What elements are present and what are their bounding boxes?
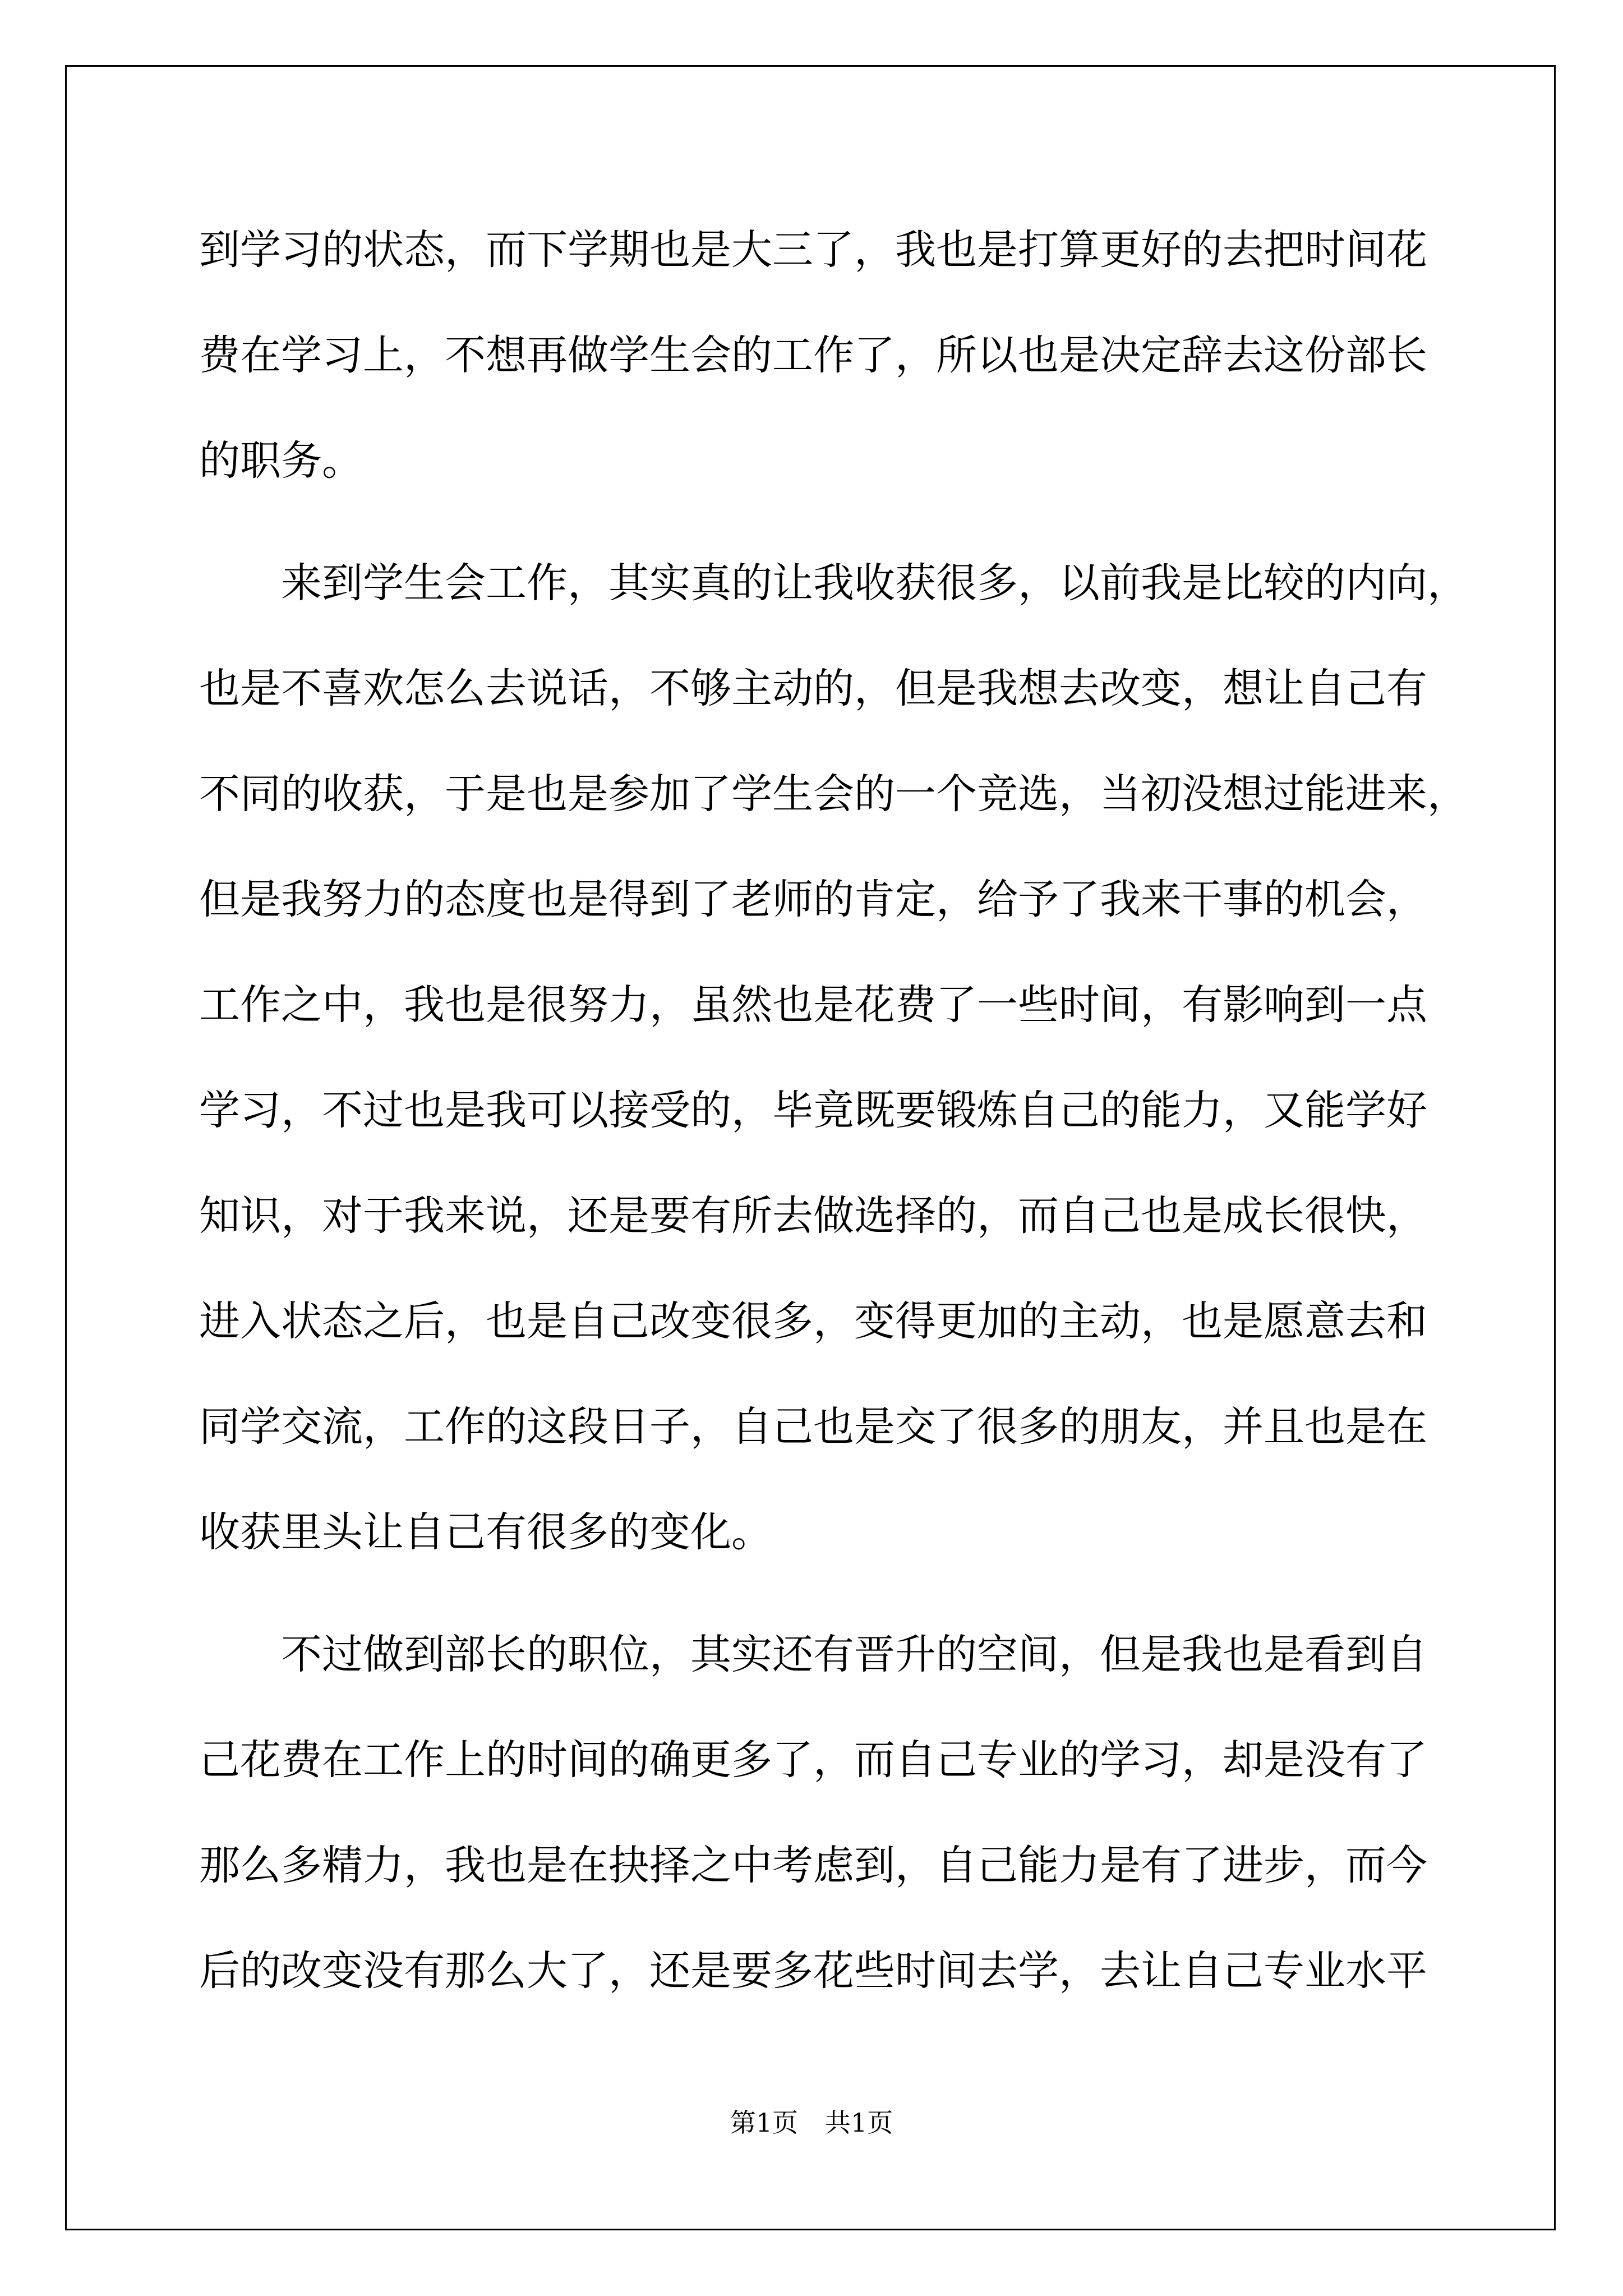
text-line: 的职务。: [199, 437, 363, 485]
page-number: 第1页: [730, 2108, 798, 2138]
paragraph-3: [199, 1602, 1433, 2024]
text-line: 费在学习上，不想再做学生会的工作了，所以也是决定辞去这份部长: [199, 332, 1427, 379]
text-line: 到学习的状态，而下学期也是大三了，我也是打算更好的去把时间花: [199, 226, 1427, 274]
text-line: 知识，对于我来说，还是要有所去做选择的，而自己也是成长很快，: [199, 1192, 1427, 1240]
text-line: 同学交流，工作的这段日子，自己也是交了很多的朋友，并且也是在: [199, 1403, 1427, 1451]
text-line: 来到学生会工作，其实真的让我收获很多，以前我是比较的内向，: [281, 559, 1468, 607]
text-line: 不过做到部长的职位，其实还有晋升的空间，但是我也是看到自: [281, 1631, 1427, 1678]
text-line: 进入状态之后，也是自己改变很多，变得更加的主动，也是愿意去和: [199, 1297, 1427, 1345]
text-line: 收获里头让自己有很多的变化。: [199, 1508, 772, 1556]
text-line: 那么多精力，我也是在抉择之中考虑到，自己能力是有了进步，而今: [199, 1842, 1427, 1889]
document-body: [199, 197, 1468, 2024]
text-line: 不同的收获，于是也是参加了学生会的一个竞选，当初没想过能进来，: [199, 770, 1468, 818]
paragraph-2: [199, 531, 1468, 1585]
text-line: 学习，不过也是我可以接受的，毕竟既要锻炼自己的能力，又能学好: [199, 1087, 1427, 1134]
text-line: 也是不喜欢怎么去说话，不够主动的，但是我想去改变，想让自己有: [199, 665, 1427, 712]
total-pages: 共1页: [825, 2108, 893, 2138]
text-line: 工作之中，我也是很努力，虽然也是花费了一些时间，有影响到一点: [199, 981, 1427, 1029]
text-line: 但是我努力的态度也是得到了老师的肯定，给予了我来干事的机会，: [199, 876, 1427, 923]
text-line: 后的改变没有那么大了，还是要多花些时间去学，去让自己专业水平: [199, 1947, 1427, 1995]
paragraph-spacer: [199, 1585, 1433, 1602]
text-line: 己花费在工作上的时间的确更多了，而自己专业的学习，却是没有了: [199, 1736, 1427, 1784]
paragraph-spacer: [199, 514, 1433, 531]
page-footer: [0, 2102, 1623, 2139]
paragraph-1: [199, 197, 1433, 514]
